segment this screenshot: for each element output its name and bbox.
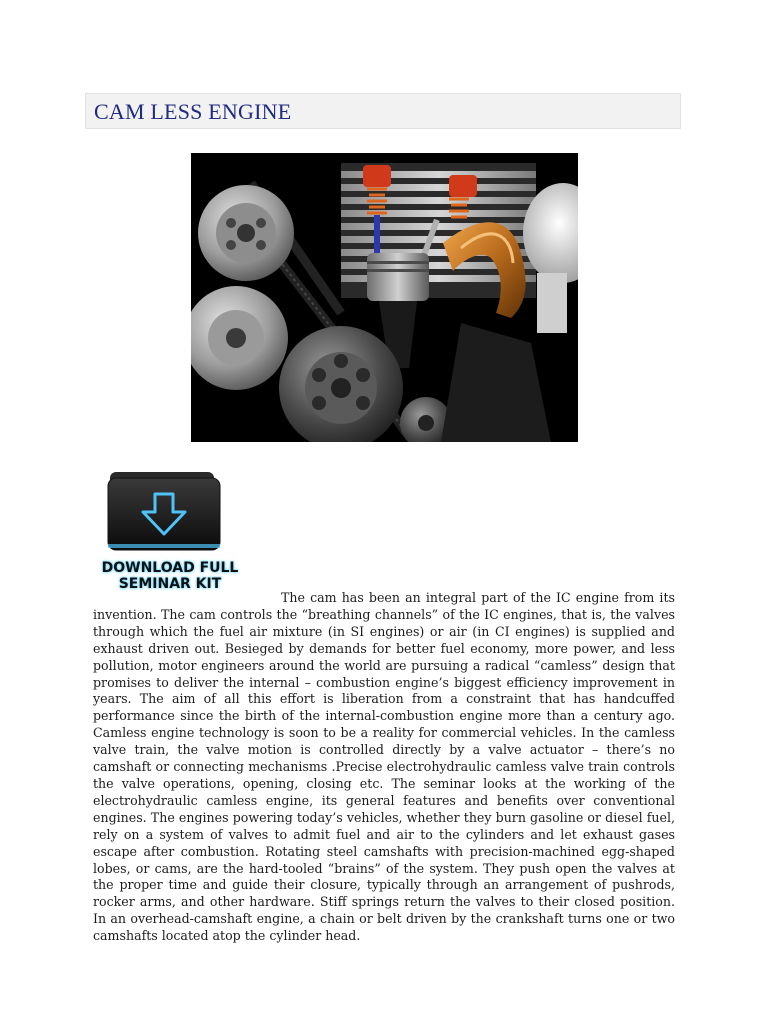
download-caption-line1: DOWNLOAD FULL bbox=[101, 560, 239, 576]
download-caption[interactable] bbox=[100, 560, 240, 592]
download-arrow-folder-icon bbox=[100, 470, 240, 560]
body-paragraph bbox=[93, 590, 675, 945]
engine-figure bbox=[191, 153, 578, 442]
document-title: CAM LESS ENGINE bbox=[94, 99, 292, 124]
title-bar bbox=[85, 93, 681, 129]
download-caption-line2: SEMINAR KIT bbox=[118, 576, 222, 592]
body-text: The cam has been an integral part of the IC engine from its invention. The cam controls the “breathing channels” of the IC engines, that is, the valves through which the fuel air mixture (in SI engines) or air (in CI engines) is supplied and exhaust driven out. Besieged by demands for better fuel economy, more power, and less pollution, motor engineers around the world are pursuing a radical “camless” design that promises to deliver the internal – combustion engine’s biggest efficiency improvement in years. The aim of all this effort is liberation from a constraint that has handcuffed performance since the birth of the internal-combustion engine more than a century ago. Camless engine technology is soon to be a reality for commercial vehicles. In the camless valve train, the valve motion is controlled directly by a valve actuator – there’s no camshaft or connecting mechanisms .Precise electrohydraulic camless valve train controls the valve operations, opening, closing etc. The seminar looks at the working of the electrohydraulic camless engine, its general features and benefits over conventional engines. The engines powering today’s vehicles, whether they burn gasoline or diesel fuel, rely on a system of valves to admit fuel and air to the cylinders and let exhaust gases escape after combustion. Rotating steel camshafts with precision-machined egg-shaped lobes, or cams, are the hard-tooled “brains” of the system. They push open the valves at the proper time and guide their closure, typically through an arrangement of pushrods, rocker arms, and other hardware. Stiff springs return the valves to their closed position. In an overhead-camshaft engine, a chain or belt driven by the crankshaft turns one or two camshafts located atop the cylinder head. bbox=[93, 590, 675, 944]
upper-pulley bbox=[198, 185, 294, 281]
engine-illustration bbox=[191, 153, 578, 442]
download-seminar-kit-button[interactable] bbox=[100, 470, 240, 598]
